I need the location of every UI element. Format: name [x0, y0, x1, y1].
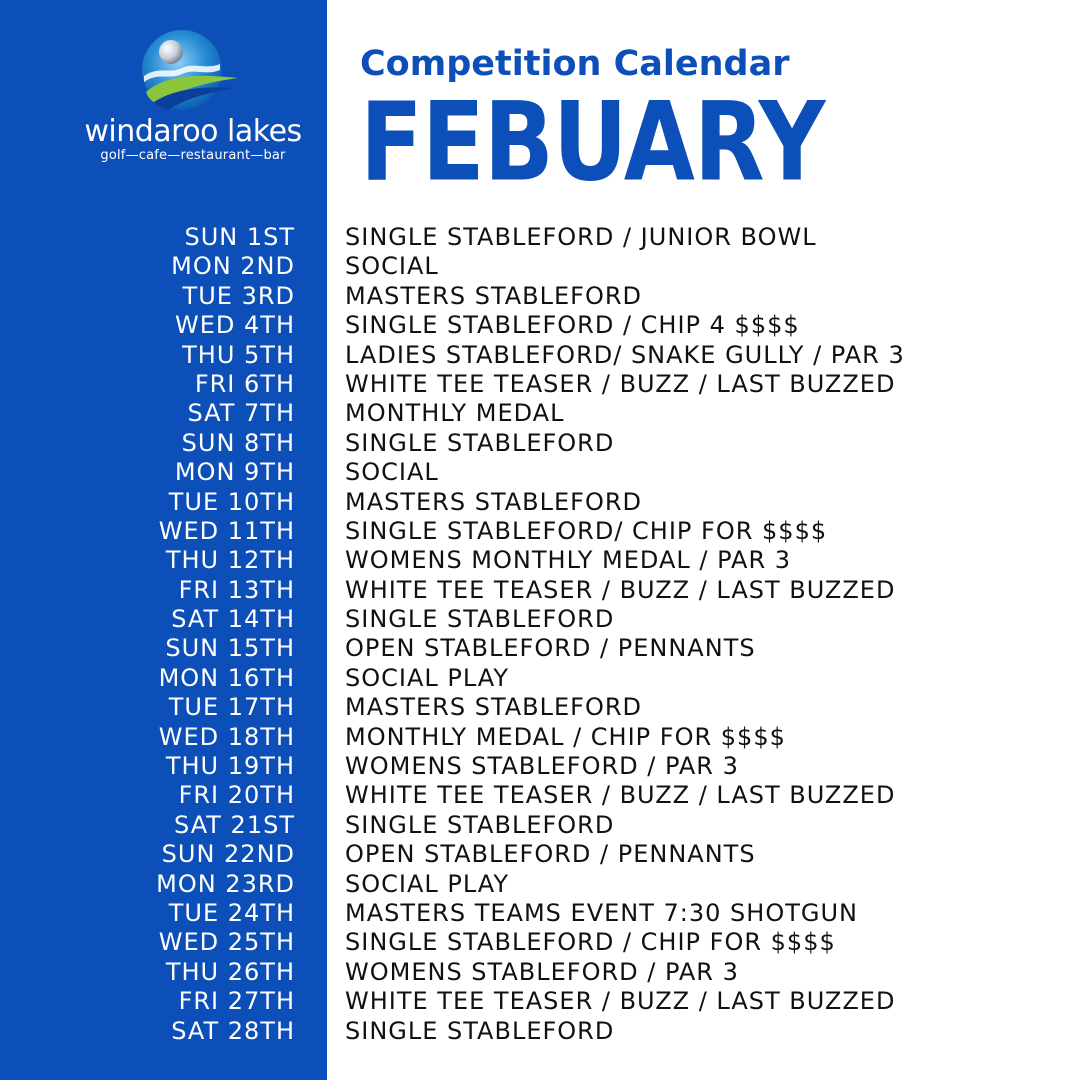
- schedule-row: [0, 575, 1080, 604]
- schedule-day: SAT 21ST: [174, 810, 295, 839]
- schedule-day: THU 26TH: [165, 957, 295, 986]
- golf-ball-lake-icon: [140, 30, 240, 118]
- schedule-row: [0, 369, 1080, 398]
- schedule-row: [0, 898, 1080, 927]
- schedule-row: [0, 663, 1080, 692]
- schedule-event: SOCIAL: [345, 458, 439, 487]
- schedule-day: WED 11TH: [158, 516, 295, 545]
- schedule-event: SOCIAL PLAY: [345, 663, 509, 692]
- schedule-day: TUE 10TH: [168, 487, 295, 516]
- schedule-day: WED 18TH: [158, 722, 295, 751]
- schedule-row: [0, 839, 1080, 868]
- schedule-event: WOMENS STABLEFORD / PAR 3: [345, 957, 739, 986]
- schedule-day: FRI 20TH: [178, 781, 295, 810]
- schedule-row: [0, 780, 1080, 809]
- schedule-row: [0, 222, 1080, 251]
- schedule-row: [0, 1016, 1080, 1045]
- schedule-day: WED 4TH: [175, 311, 295, 340]
- schedule-day: WED 25TH: [158, 928, 295, 957]
- schedule-day: SUN 15TH: [165, 634, 295, 663]
- competition-schedule: [0, 222, 1080, 1045]
- schedule-day: FRI 27TH: [178, 987, 295, 1016]
- brand-logo: [72, 30, 312, 170]
- schedule-day: SAT 7TH: [187, 399, 295, 428]
- schedule-row: [0, 457, 1080, 486]
- schedule-row: [0, 633, 1080, 662]
- schedule-event: LADIES STABLEFORD/ SNAKE GULLY / PAR 3: [345, 340, 905, 369]
- schedule-event: WHITE TEE TEASER / BUZZ / LAST BUZZED: [345, 987, 896, 1016]
- schedule-event: SINGLE STABLEFORD/ CHIP FOR $$$$: [345, 516, 828, 545]
- calendar-heading: [360, 42, 825, 206]
- schedule-day: TUE 24TH: [168, 898, 295, 927]
- schedule-day: MON 2ND: [171, 252, 295, 281]
- schedule-row: [0, 251, 1080, 280]
- schedule-day: THU 19TH: [165, 752, 295, 781]
- brand-tagline: golf—cafe—restaurant—bar: [100, 148, 286, 163]
- schedule-row: [0, 810, 1080, 839]
- schedule-day: FRI 13TH: [178, 575, 295, 604]
- calendar-month: FEBUARY: [360, 79, 825, 206]
- schedule-event: SINGLE STABLEFORD / CHIP 4 $$$$: [345, 311, 800, 340]
- schedule-row: [0, 340, 1080, 369]
- schedule-row: [0, 516, 1080, 545]
- schedule-row: [0, 428, 1080, 457]
- calendar-subtitle: Competition Calendar: [360, 44, 790, 84]
- schedule-row: [0, 986, 1080, 1015]
- schedule-event: MASTERS STABLEFORD: [345, 281, 643, 310]
- schedule-day: TUE 3RD: [182, 281, 295, 310]
- schedule-event: SOCIAL: [345, 252, 439, 281]
- schedule-event: WHITE TEE TEASER / BUZZ / LAST BUZZED: [345, 369, 896, 398]
- schedule-row: [0, 281, 1080, 310]
- schedule-row: [0, 398, 1080, 427]
- schedule-row: [0, 722, 1080, 751]
- schedule-event: MASTERS STABLEFORD: [345, 487, 643, 516]
- schedule-day: MON 9TH: [174, 458, 295, 487]
- schedule-day: SUN 8TH: [181, 428, 295, 457]
- schedule-row: [0, 692, 1080, 721]
- schedule-row: [0, 310, 1080, 339]
- schedule-event: OPEN STABLEFORD / PENNANTS: [345, 634, 756, 663]
- schedule-day: SAT 14TH: [171, 605, 295, 634]
- schedule-row: [0, 604, 1080, 633]
- brand-name: windaroo lakes: [84, 114, 302, 149]
- schedule-event: WOMENS STABLEFORD / PAR 3: [345, 752, 739, 781]
- schedule-event: MONTHLY MEDAL: [345, 399, 565, 428]
- schedule-event: SOCIAL PLAY: [345, 869, 509, 898]
- schedule-day: THU 12TH: [165, 546, 295, 575]
- schedule-row: [0, 869, 1080, 898]
- schedule-day: SUN 22ND: [161, 840, 295, 869]
- schedule-event: WOMENS MONTHLY MEDAL / PAR 3: [345, 546, 792, 575]
- schedule-day: MON 16TH: [158, 663, 295, 692]
- schedule-row: [0, 487, 1080, 516]
- schedule-row: [0, 957, 1080, 986]
- schedule-row: [0, 751, 1080, 780]
- schedule-row: [0, 545, 1080, 574]
- schedule-day: TUE 17TH: [168, 693, 295, 722]
- schedule-day: FRI 6TH: [194, 369, 295, 398]
- schedule-day: SAT 28TH: [171, 1016, 295, 1045]
- schedule-event: SINGLE STABLEFORD: [345, 1016, 615, 1045]
- schedule-event: WHITE TEE TEASER / BUZZ / LAST BUZZED: [345, 575, 896, 604]
- schedule-event: SINGLE STABLEFORD / JUNIOR BOWL: [345, 223, 817, 251]
- schedule-day: THU 5TH: [182, 340, 295, 369]
- schedule-event: MONTHLY MEDAL / CHIP FOR $$$$: [345, 722, 786, 751]
- schedule-day: MON 23RD: [156, 869, 295, 898]
- schedule-event: MASTERS STABLEFORD: [345, 693, 643, 722]
- schedule-event: SINGLE STABLEFORD: [345, 428, 615, 457]
- schedule-event: WHITE TEE TEASER / BUZZ / LAST BUZZED: [345, 781, 896, 810]
- schedule-event: MASTERS TEAMS EVENT 7:30 SHOTGUN: [345, 898, 858, 927]
- schedule-row: [0, 927, 1080, 956]
- schedule-event: OPEN STABLEFORD / PENNANTS: [345, 840, 756, 869]
- schedule-event: SINGLE STABLEFORD: [345, 605, 615, 634]
- schedule-day: SUN 1ST: [184, 223, 295, 251]
- schedule-event: SINGLE STABLEFORD: [345, 810, 615, 839]
- schedule-event: SINGLE STABLEFORD / CHIP FOR $$$$: [345, 928, 836, 957]
